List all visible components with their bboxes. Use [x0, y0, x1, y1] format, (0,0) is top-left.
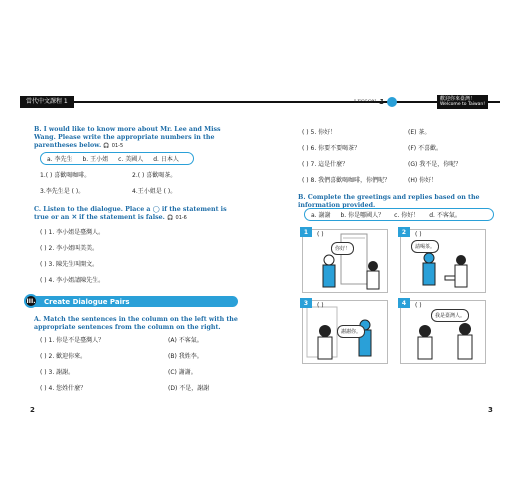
exercise-c-text: C. Listen to the dialogue. Place a ◯ if the statement is true or an ✕ if the statement is false. — [34, 206, 227, 221]
page-number-left: 2 — [30, 406, 35, 414]
speech-bubble: 你好！ — [331, 242, 354, 255]
match-right-item: (B) 我姓李。 — [168, 353, 203, 360]
exercise-c-heading — [34, 206, 234, 222]
match-left-item[interactable]: ( ) 4. 您姓什麼？ — [40, 385, 87, 392]
comic-panel-4 — [400, 300, 486, 364]
exercise-c-item[interactable]: ( ) 2. 李小姐叫美美。 — [40, 245, 99, 252]
panel-1-illustration — [303, 230, 387, 292]
exercise-b-item[interactable]: 3.李先生是 ( )。 — [40, 188, 85, 195]
option: d. 日本人 — [153, 156, 179, 163]
comic-panel-2 — [400, 229, 486, 293]
lesson-number: 1 — [379, 98, 385, 106]
panel-2-illustration — [401, 230, 485, 292]
comic-panel-1 — [302, 229, 388, 293]
panel-answer[interactable]: ( ) — [415, 231, 422, 238]
exercise-c-item[interactable]: ( ) 4. 李小姐請陳先生。 — [40, 277, 105, 284]
match-left-item[interactable]: ( ) 8. 我們喜歡喝咖啡，你們呢？ — [302, 177, 391, 184]
headphone-icon[interactable]: 🎧 — [103, 143, 110, 149]
match-right-item: (G) 我不是，你呢？ — [408, 161, 462, 168]
book-title: 當代中文課程 1 — [20, 96, 74, 108]
match-right-item: (F) 不喜歡。 — [408, 145, 443, 152]
speech-bubble: 謝謝你。 — [337, 325, 365, 338]
panel-number: 1 — [300, 227, 312, 237]
exercise-c-item[interactable]: ( ) 3. 陳先生叫開文。 — [40, 261, 99, 268]
audio-track: 01-5 — [111, 143, 124, 149]
section-number-badge: III. — [24, 294, 38, 308]
match-right-item: (A) 不客氣。 — [168, 337, 203, 344]
match-left-item[interactable]: ( ) 3. 謝謝。 — [40, 369, 75, 376]
header-rule — [20, 101, 500, 103]
lesson-title-zh: 歡迎你來臺灣！ — [440, 96, 476, 102]
exercise-c-item[interactable]: ( ) 1. 李小姐是臺灣人。 — [40, 229, 105, 236]
lesson-title-en: Welcome to Taiwan! — [440, 102, 486, 107]
panel-number: 4 — [398, 298, 410, 308]
match-right-item: (E) 茶。 — [408, 129, 431, 136]
match-left-item[interactable]: ( ) 1. 你是不是臺灣人？ — [40, 337, 105, 344]
exercise-b-options — [40, 152, 194, 165]
panel-answer[interactable]: ( ) — [317, 302, 324, 309]
option: c. 你好！ — [394, 212, 420, 219]
match-left-item[interactable]: ( ) 6. 你要不要喝茶？ — [302, 145, 361, 152]
exercise-b-item[interactable]: 1.( ) 喜歡喝咖啡。 — [40, 172, 91, 179]
option: b. 你是哪國人？ — [340, 212, 385, 219]
page-number-right: 3 — [488, 406, 493, 414]
match-right-item: (C) 謝謝。 — [168, 369, 197, 376]
match-left-item[interactable]: ( ) 2. 歡迎你來。 — [40, 353, 87, 360]
exercise-b-heading — [34, 126, 239, 150]
option: a. 李先生 — [47, 156, 73, 163]
panel-answer[interactable]: ( ) — [317, 231, 324, 238]
exercise-b-item[interactable]: 4.王小姐是 ( )。 — [132, 188, 177, 195]
panel-number: 3 — [300, 298, 312, 308]
exercise-b-complete-options — [304, 208, 494, 221]
panel-answer[interactable]: ( ) — [415, 302, 422, 309]
exercise-b-text: B. I would like to know more about Mr. Lee and Miss Wang. Please write the appropriate numbers in the parentheses below. — [34, 126, 221, 149]
lesson-dot-icon — [387, 97, 397, 107]
comic-panel-3 — [302, 300, 388, 364]
headphone-icon[interactable]: 🎧 — [167, 215, 174, 221]
option: d. 不客氣。 — [429, 212, 461, 219]
exercise-b-item[interactable]: 2.( ) 喜歡喝茶。 — [132, 172, 177, 179]
section-iii-bar — [28, 296, 238, 308]
section-iii-title — [28, 296, 238, 307]
speech-bubble: 請喝茶。 — [411, 240, 439, 253]
lesson-label: LESSON — [354, 99, 377, 105]
match-left-item[interactable]: ( ) 7. 這是什麼？ — [302, 161, 349, 168]
lesson-header — [354, 97, 397, 107]
option: a. 謝謝 — [311, 212, 331, 219]
option: b. 王小姐 — [82, 156, 109, 163]
section-title-text: Create Dialogue Pairs — [44, 297, 130, 306]
option: c. 美國人 — [118, 156, 144, 163]
match-right-item: (H) 你好！ — [408, 177, 438, 184]
exercise-b-complete-heading: B. Complete the greetings and replies based on the information provided. — [298, 194, 480, 209]
speech-bubble: 我是臺灣人。 — [431, 309, 469, 322]
panel-number: 2 — [398, 227, 410, 237]
match-right-item: (D) 不是，謝謝 — [168, 385, 210, 392]
match-left-item[interactable]: ( ) 5. 你好！ — [302, 129, 337, 136]
exercise-a-heading: A. Match the sentences in the column on the left with the appropriate sentences from the column on the right. — [34, 316, 238, 331]
lesson-title-box — [437, 95, 488, 109]
audio-track: 01-6 — [175, 215, 187, 221]
